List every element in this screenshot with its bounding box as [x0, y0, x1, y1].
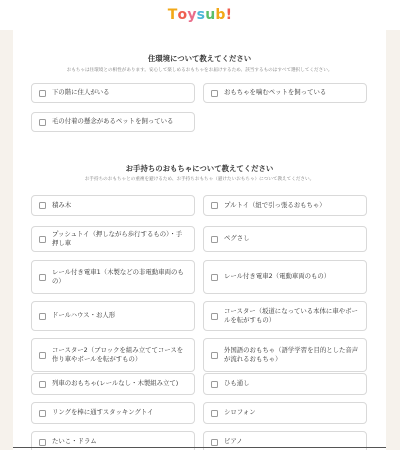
owned-section-title: お手持ちのおもちゃについて教えてください	[125, 164, 274, 173]
logo-letter: s	[196, 7, 206, 23]
bottom-divider	[13, 447, 386, 448]
logo-letter: b	[215, 7, 226, 23]
checkbox-icon[interactable]	[39, 236, 46, 243]
option-label: リングを棒に通すスタッキングトイ	[52, 408, 154, 417]
checkbox-icon[interactable]	[39, 274, 46, 281]
header	[0, 0, 400, 30]
logo-letter: !	[225, 7, 233, 23]
option-label: コースター（坂道になっている本体に車やボールを転がすもの）	[224, 306, 358, 324]
checkbox-icon[interactable]	[39, 202, 46, 209]
option-label: ひも通し	[224, 379, 250, 388]
option-label: 積み木	[52, 200, 72, 209]
owned-option[interactable]	[203, 402, 367, 424]
checkbox-icon[interactable]	[211, 439, 218, 446]
option-label: レール付き電車1（木製などの非電動車両のもの）	[52, 267, 184, 285]
checkbox-icon[interactable]	[211, 313, 218, 320]
checkbox-icon[interactable]	[211, 236, 218, 243]
checkbox-icon[interactable]	[39, 90, 46, 97]
owned-option[interactable]	[203, 373, 367, 395]
logo-letter: T	[167, 7, 178, 23]
living-option[interactable]	[203, 83, 367, 103]
logo-letter: o	[177, 7, 188, 23]
checkbox-icon[interactable]	[211, 90, 218, 97]
checkbox-icon[interactable]	[211, 202, 218, 209]
option-label: ペグさし	[224, 234, 250, 243]
logo-letter: u	[205, 7, 216, 23]
option-label: 下の階に住人がいる	[52, 88, 110, 97]
living-section-subtitle: おもちゃは住環境との相性があります。安心して楽しめるおもちゃをお届けするため、該当するものはすべて選択してください。	[66, 68, 333, 73]
owned-option[interactable]	[203, 260, 367, 294]
owned-option[interactable]	[203, 226, 367, 252]
option-label: 外国語のおもちゃ（語学学習を目的とした音声が流れるおもちゃ）	[224, 345, 359, 363]
owned-option[interactable]	[203, 338, 367, 372]
checkbox-icon[interactable]	[39, 352, 46, 359]
owned-option[interactable]	[31, 195, 195, 216]
option-label: ピアノ	[224, 437, 243, 446]
checkbox-icon[interactable]	[211, 381, 218, 388]
checkbox-icon[interactable]	[39, 381, 46, 388]
owned-option[interactable]	[203, 195, 367, 216]
living-section-title: 住環境について教えてください	[147, 54, 252, 63]
option-label: 列車のおもちゃ(レールなし・木製組み立て)	[52, 379, 179, 388]
option-label: プルトイ（紐で引っ張るおもちゃ）	[224, 200, 326, 209]
option-label: 毛の付着の懸念があるペットを飼っている	[52, 117, 174, 126]
owned-option[interactable]	[31, 260, 195, 294]
owned-option[interactable]	[31, 402, 195, 424]
toysub-logo[interactable]	[168, 7, 232, 23]
checkbox-icon[interactable]	[211, 274, 218, 281]
checkbox-icon[interactable]	[39, 313, 46, 320]
option-label: たいこ・ドラム	[52, 437, 97, 446]
option-label: シロフォン	[224, 408, 256, 417]
owned-section-subtitle: お手持ちのおもちゃとの重複を避けるため、お手持ちおもちゃ（避けたいおもちゃ）について教えてください。	[84, 177, 315, 182]
checkbox-icon[interactable]	[39, 410, 46, 417]
owned-option[interactable]	[31, 226, 195, 252]
questionnaire-card	[13, 30, 386, 450]
checkbox-icon[interactable]	[211, 352, 218, 359]
owned-option[interactable]	[31, 301, 195, 331]
option-label: おもちゃを噛むペットを飼っている	[224, 88, 327, 97]
checkbox-icon[interactable]	[211, 410, 218, 417]
option-label: コースター2（ブロックを組み立ててコースを作り車やボールを転がすもの）	[52, 345, 184, 363]
checkbox-icon[interactable]	[39, 439, 46, 446]
checkbox-icon[interactable]	[39, 119, 46, 126]
owned-option[interactable]	[31, 338, 195, 372]
living-option[interactable]	[31, 83, 195, 103]
option-label: ドールハウス・お人形	[52, 311, 116, 320]
option-label: レール付き電車2（電動車両のもの）	[224, 272, 331, 281]
living-option[interactable]	[31, 112, 195, 132]
owned-option[interactable]	[31, 373, 195, 395]
owned-option[interactable]	[203, 301, 367, 331]
option-label: プッシュトイ（押しながら歩行するもの）・手押し車	[52, 229, 183, 247]
logo-letter: y	[187, 7, 197, 23]
